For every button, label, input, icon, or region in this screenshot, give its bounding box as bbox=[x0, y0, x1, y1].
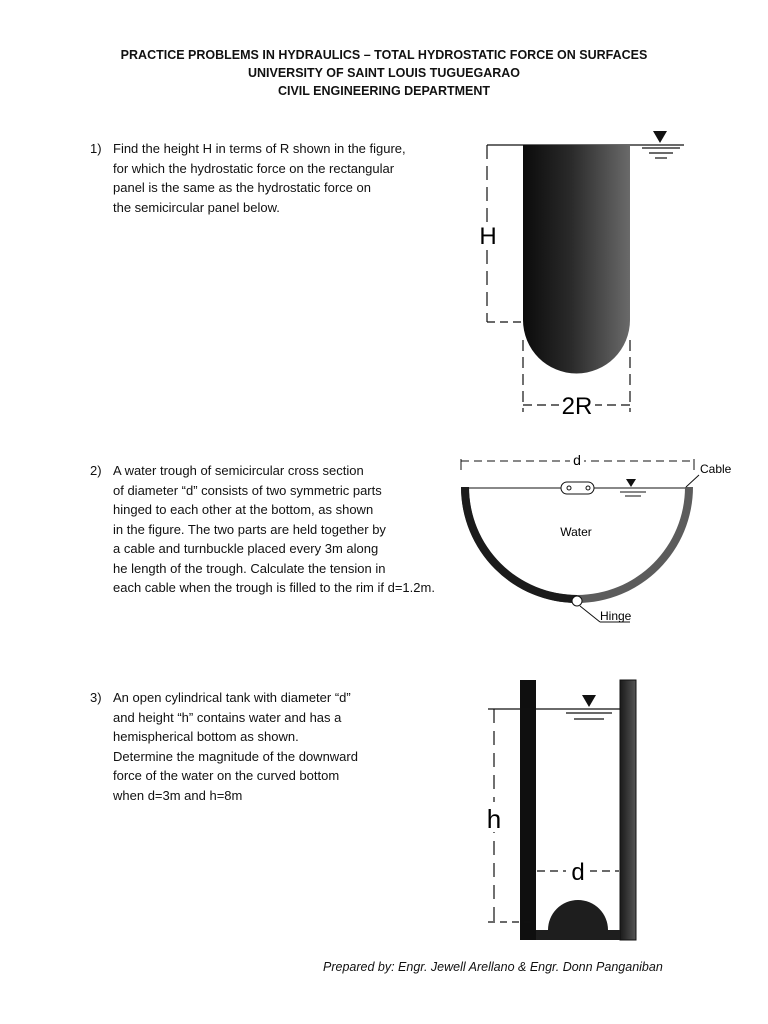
problem-line: of diameter “d” consists of two symmetric parts bbox=[113, 482, 382, 498]
trough-shell bbox=[461, 487, 693, 603]
tank-right-wall bbox=[620, 680, 636, 940]
problem-line: in the figure. The two parts are held together by bbox=[113, 521, 386, 537]
problem-line: a cable and turnbuckle placed every 3m along bbox=[113, 541, 379, 556]
diameter-label: d bbox=[573, 452, 581, 468]
hinge-leader-line bbox=[580, 606, 600, 622]
problem-line: A water trough of semicircular cross section bbox=[113, 463, 364, 478]
problem-line: he length of the trough. Calculate the tension in bbox=[113, 560, 386, 576]
problem-number: 2) bbox=[90, 463, 102, 478]
height-label: H bbox=[479, 223, 497, 250]
tank-left-wall bbox=[520, 680, 536, 940]
problem-number: 1) bbox=[90, 141, 102, 156]
height-label: h bbox=[486, 804, 502, 834]
header-department: CIVIL ENGINEERING DEPARTMENT bbox=[277, 84, 491, 98]
diameter-label: d bbox=[571, 859, 585, 886]
problem-line: An open cylindrical tank with diameter “d” bbox=[113, 690, 351, 705]
problem-line: Find the height H in terms of R shown in the figure, bbox=[113, 141, 406, 156]
problem-line: hemispherical bottom as shown. bbox=[113, 729, 299, 744]
panel-shape bbox=[523, 145, 630, 373]
footer-credits: Prepared by: Engr. Jewell Arellano & Engr. Donn Panganiban bbox=[323, 960, 663, 974]
figure-3 bbox=[482, 680, 636, 940]
problem-line: force of the water on the curved bottom bbox=[113, 768, 340, 783]
figure-2 bbox=[461, 451, 732, 623]
problem-line: hinged to each other at the bottom, as shown bbox=[113, 502, 374, 517]
water-label: Water bbox=[560, 525, 592, 539]
problem-line: each cable when the trough is filled to the rim if d=1.2m. bbox=[113, 580, 435, 595]
problem-line: and height “h” contains water and has a bbox=[113, 709, 342, 725]
figure-1 bbox=[475, 131, 684, 420]
problem-line: when d=3m and h=8m bbox=[113, 787, 243, 803]
width-label: 2R bbox=[561, 393, 593, 420]
header-title: PRACTICE PROBLEMS IN HYDRAULICS – TOTAL HYDROSTATIC FORCE ON SURFACES bbox=[120, 48, 648, 62]
header-university: UNIVERSITY OF SAINT LOUIS TUGUEGARAO bbox=[247, 66, 520, 80]
problem-line: the semicircular panel below. bbox=[113, 199, 280, 215]
problem-line: Determine the magnitude of the downward bbox=[113, 748, 358, 764]
turnbuckle-icon bbox=[561, 482, 594, 494]
cable-leader-line bbox=[686, 475, 699, 487]
water-level-icon bbox=[566, 695, 612, 719]
cable-label: Cable bbox=[700, 462, 732, 476]
hinge-icon bbox=[572, 596, 582, 606]
problem-line: panel is the same as the hydrostatic force on bbox=[113, 180, 371, 195]
problem-number: 3) bbox=[90, 690, 102, 705]
hinge-label: Hinge bbox=[600, 609, 632, 623]
problem-line: for which the hydrostatic force on the rectangular bbox=[113, 160, 395, 176]
hemispherical-bottom bbox=[536, 900, 620, 940]
